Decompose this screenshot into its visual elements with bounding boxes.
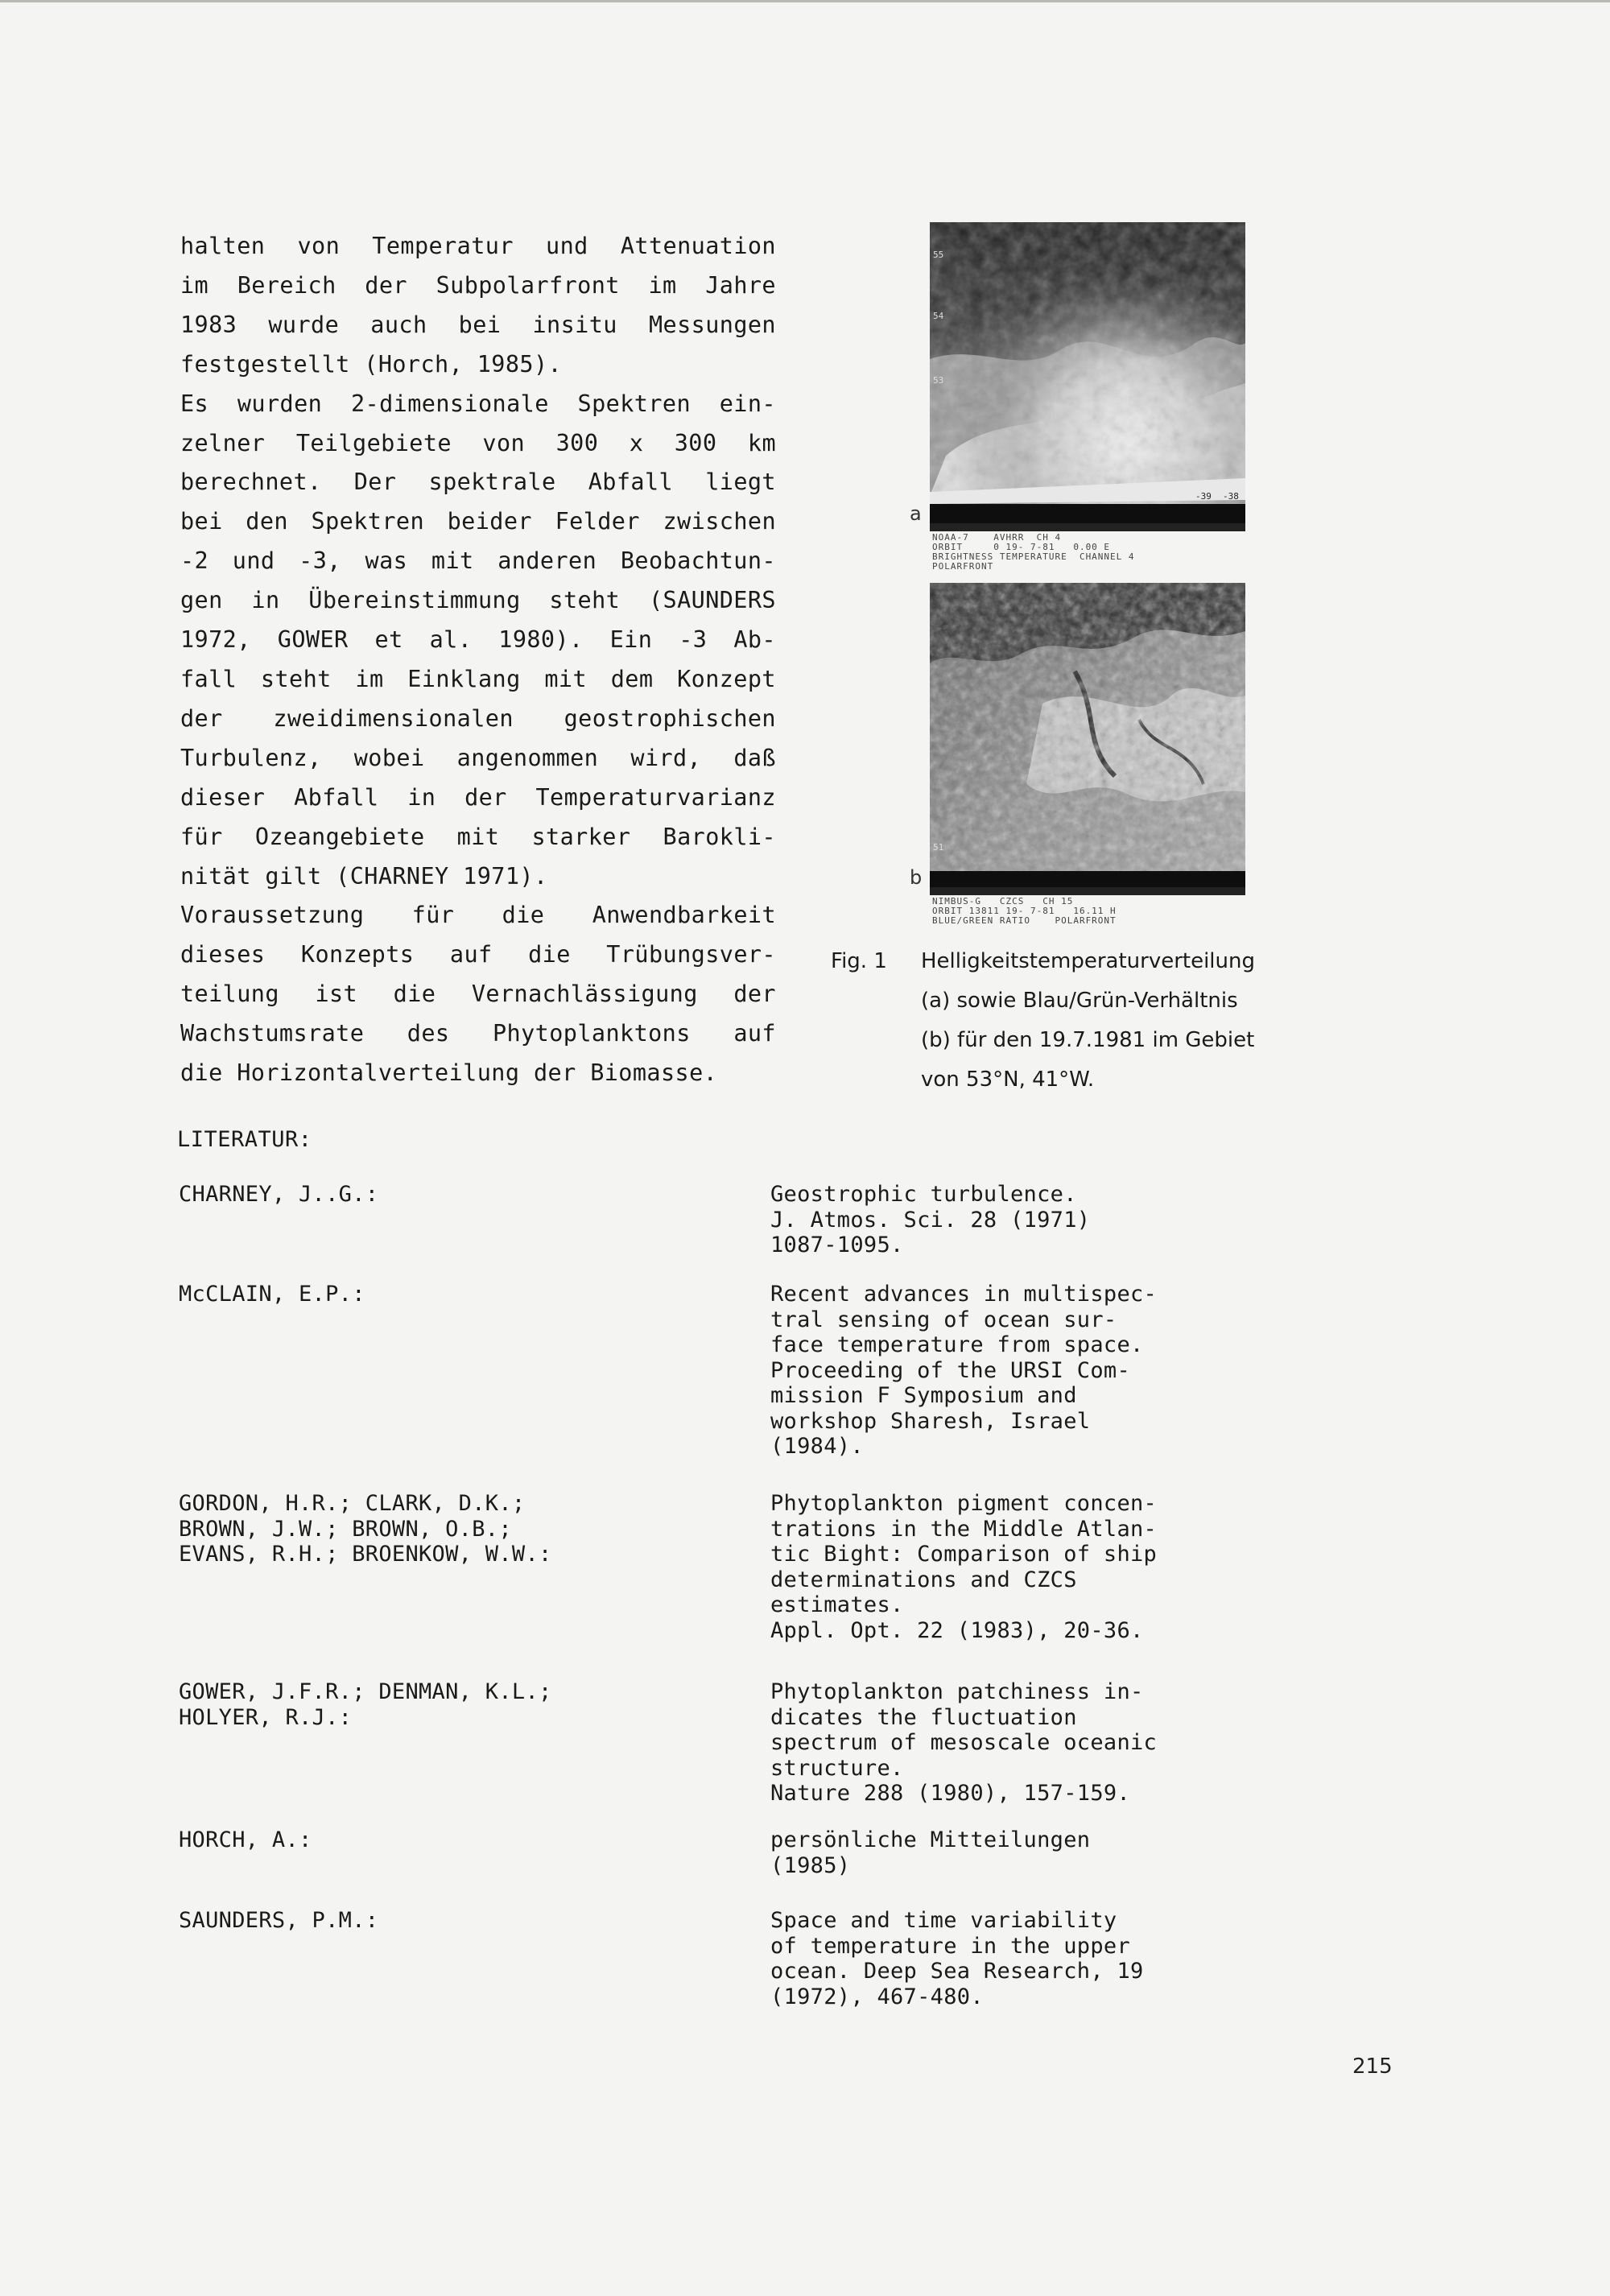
body-line: nität gilt (CHARNEY 1971). (180, 862, 548, 890)
reference-citation: persönliche Mitteilungen (1985) (770, 1827, 1091, 1878)
caption-line: (b) für den 19.7.1981 im Gebiet (921, 1028, 1255, 1052)
body-line: 1972, GOWER et al. 1980). Ein -3 Ab- (180, 626, 776, 654)
lat-tick-53: 53 (933, 375, 944, 386)
body-line: für Ozeangebiete mit starker Barokli- (180, 823, 776, 850)
reference-authors: HORCH, A.: (179, 1827, 312, 1852)
reference-citation: Geostrophic turbulence. J. Atmos. Sci. 28 (1971) 1087-1095. (770, 1182, 1091, 1257)
body-line: Wachstumsrate des Phytoplanktons auf (180, 1020, 776, 1047)
lat-tick-54: 54 (933, 311, 944, 321)
panel-a-scale-bar (930, 523, 1245, 531)
literature-heading: LITERATUR: (177, 1127, 312, 1152)
body-line: bei den Spektren beider Felder zwischen (180, 508, 776, 535)
body-line: dieses Konzepts auf die Trübungsver- (180, 941, 776, 968)
panel-a-info-strip: NOAA-7 AVHRR CH 4 ORBIT 0 19- 7-81 0.00 E BRIGHTNESS TEMPERATURE CHANNEL 4 POLARFRONT (932, 532, 1135, 572)
body-line: zelner Teilgebiete von 300 x 300 km (180, 429, 776, 456)
page-number: 215 (1352, 2054, 1393, 2079)
lon-tick-38: -38 (1223, 491, 1239, 502)
panel-b-info-strip: NIMBUS-G CZCS CH 15 ORBIT 13811 19- 7-81 16.11 H BLUE/GREEN RATIO POLARFRONT (932, 896, 1117, 926)
body-line: Turbulenz, wobei angenommen wird, daß (180, 744, 776, 771)
reference-authors: GORDON, H.R.; CLARK, D.K.; BROWN, J.W.; BROWN, O.B.; EVANS, R.H.; BROENKOW, W.W.: (179, 1491, 552, 1567)
body-line: Voraussetzung für die Anwendbarkeit (180, 902, 776, 929)
reference-citation: Phytoplankton pigment concen- trations in the Middle Atlan- tic Bight: Comparison of ship determinations and CZCS estimates. Appl. Opt. 22 (1983), 20-36. (770, 1491, 1158, 1643)
reference-authors: McCLAIN, E.P.: (179, 1282, 365, 1307)
satellite-image-b (930, 583, 1245, 895)
reference-citation: Phytoplankton patchiness in- dicates the fluctuation spectrum of mesoscale oceanic structure. Nature 288 (1980), 157-159. (770, 1679, 1158, 1806)
caption-line: von 53°N, 41°W. (921, 1067, 1095, 1092)
body-line: -2 und -3, was mit anderen Beobachtun- (180, 547, 776, 575)
figure-panel-b (930, 583, 1245, 895)
body-line: 1983 wurde auch bei insitu Messungen (180, 311, 776, 338)
reference-authors: GOWER, J.F.R.; DENMAN, K.L.; HOLYER, R.J.: (179, 1679, 552, 1730)
body-line: berechnet. Der spektrale Abfall liegt (180, 469, 776, 496)
page-top-edge (0, 0, 1610, 2)
panel-b-label: b (910, 866, 923, 889)
panel-b-scale-bar (930, 887, 1245, 895)
caption-line: Helligkeitstemperaturverteilung (921, 949, 1255, 973)
body-line: festgestellt (Horch, 1985). (180, 350, 563, 378)
body-line: dieser Abfall in der Temperaturvarianz (180, 783, 776, 811)
reference-citation: Recent advances in multispec- tral sensing of ocean sur- face temperature from space. Proceeding of the URSI Com- mission F Symposium and workshop Sharesh, Israel (1984). (770, 1282, 1158, 1459)
body-line: die Horizontalverteilung der Biomasse. (180, 1059, 718, 1087)
body-line: im Bereich der Subpolarfront im Jahre (180, 271, 776, 299)
body-line: gen in Übereinstimmung steht (SAUNDERS (180, 587, 776, 614)
body-line: teilung ist die Vernachlässigung der (180, 981, 776, 1008)
body-line: der zweidimensionalen geostrophischen (180, 704, 776, 732)
panel-a-label: a (910, 502, 922, 525)
body-line: fall steht im Einklang mit dem Konzept (180, 665, 776, 692)
figure-number: Fig. 1 (831, 949, 887, 973)
reference-citation: Space and time variability of temperature in the upper ocean. Deep Sea Research, 19 (1972), 467-480. (770, 1908, 1144, 2009)
reference-authors: SAUNDERS, P.M.: (179, 1908, 379, 1933)
figure-panel-a (930, 222, 1245, 528)
satellite-image-a (930, 222, 1245, 528)
reference-authors: CHARNEY, J..G.: (179, 1182, 379, 1207)
caption-line: (a) sowie Blau/Grün-Verhältnis (921, 989, 1238, 1013)
figure-caption-text (921, 942, 1307, 1100)
body-text (180, 227, 776, 1093)
body-line: Es wurden 2-dimensionale Spektren ein- (180, 390, 776, 417)
lat-tick-51: 51 (933, 842, 944, 853)
lat-tick-55: 55 (933, 250, 944, 260)
lon-tick-39: -39 (1195, 491, 1212, 502)
body-line: halten von Temperatur und Attenuation (180, 233, 776, 259)
